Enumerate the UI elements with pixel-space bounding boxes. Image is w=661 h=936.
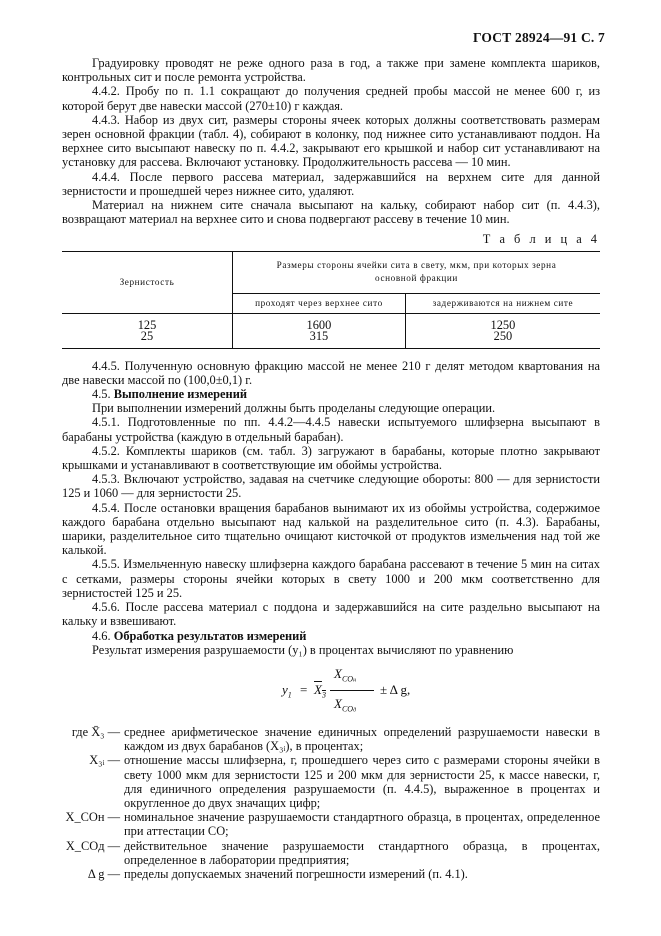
page-header: ГОСТ 28924—91 С. 7: [472, 30, 605, 45]
cell-pass: 315: [233, 331, 406, 349]
paragraph: 4.5.6. После рассева материал с поддона и задержавшийся на сите раздельно высыпают на кальку и взвешивают.: [62, 600, 600, 629]
definition-text: номинальное значение разрушаемости стандартного образца, в процентах, определенное при аттестации СО;: [124, 810, 600, 839]
paragraph: 4.5.5. Измельченную навеску шлифзерна каждого барабана рассевают в течение 5 мин на ситах с сетками, размеры стороны ячейки которых в свету 1000 и 200 мкм соответственно для зернистостей 125 и 25.: [62, 557, 600, 600]
definition-text: среднее арифметическое значение единичных определений разрушаемости навески в каждом из двух барабанов (X₃ᵢ), в процентах;: [124, 724, 600, 754]
paragraph: 4.4.2. Пробу по п. 1.1 сокращают до получения средней пробы массой не менее 600 г, из которой берут две навески массой (270±10) г каждая.: [62, 84, 600, 113]
formula-xbar: $X_3$: [314, 681, 326, 700]
paragraph: При выполнении измерений должны быть проделаны следующие операции.: [92, 401, 496, 416]
definition-text: пределы допускаемых значений погрешности измерений (п. 4.1).: [124, 866, 468, 881]
section-heading: [62, 387, 600, 401]
definitions-list: [62, 725, 600, 881]
definition-text: действительное значение разрушаемости стандартного образца, в процентах, определенное в лаборатории предприятия;: [124, 838, 600, 867]
definition-item: [62, 839, 600, 867]
definition-item: [62, 867, 600, 881]
cell-grain: 25: [62, 331, 233, 349]
document-body: [62, 56, 600, 881]
formula-eq: =: [300, 681, 308, 697]
formula-numerator: $X_{COн}$: [334, 665, 357, 684]
formula-tolerance: ± Δ g,: [380, 681, 411, 697]
section-number: 4.6.: [92, 628, 111, 643]
definition-symbol: X_COд —: [65, 838, 120, 853]
paragraph: 4.5.4. После остановки вращения барабанов вынимают их из обоймы устройства, содержимое каждого барабана отдельно высыпают над калькой на разделительное сито (п. 4.3). Барабаны, шарики, разделительное сито тщательно очищают кисточкой от продуктов измельчения над той же калькой.: [62, 500, 600, 558]
col-header-sizes: Размеры стороны ячейки сита в свету, мкм, при которых зерна основной фракции: [233, 251, 601, 293]
paragraph: 4.4.3. Набор из двух сит, размеры стороны ячеек которых должны соответствовать размерам зерен основной фракции (табл. 4), собирают в колонку, под нижнее сито устанавливают поддон. На верхнее сито высыпают навеску по п. 4.4.2, закрывают его крышкой и набор сит устанавливают на установку для рассева. Включают установку. Продолжительность рассева — 10 мин.: [62, 112, 600, 170]
section-title: Выполнение измерений: [113, 387, 247, 402]
paragraph: Результат измерения разрушаемости (y₁) в процентах вычисляют по уравнению: [92, 642, 514, 657]
formula-denominator: $X_{COд}$: [334, 695, 357, 714]
col-header-grain: Зернистость: [62, 251, 233, 313]
section-title: Обработка результатов измерений: [113, 628, 307, 643]
cell-retain: 250: [405, 331, 600, 349]
definition-symbol: X_COн —: [65, 810, 120, 825]
cell-grain: 125: [137, 317, 157, 332]
paragraph: 4.4.5. Полученную основную фракцию массой не менее 210 г делят методом квартования на две навески массой по (100,0±0,1) г.: [62, 358, 600, 387]
table-caption: Т а б л и ц а 4: [482, 232, 600, 247]
paragraph: Материал на нижнем сите сначала высыпают на кальку, собирают набор сит (п. 4.4.3), возвращают материал на верхнее сито и снова подвергают рассеву в течение 10 мин.: [62, 198, 600, 227]
fraction-bar: [330, 690, 374, 691]
definition-text: отношение массы шлифзерна, г, прошедшего через сито с размерами стороны ячейки в свету 1000 мкм для зернистости 125 и 200 мкм для зернистости 25, к массе навески, г, для единичного определения разрушаемости (п. 4.4.5), выраженное в процентах и округленное до двух значащих цифр;: [124, 753, 600, 810]
table-4: [62, 251, 600, 349]
definition-symbol: где X̄₃ —: [71, 724, 120, 739]
section-heading: [62, 629, 600, 643]
section-number: 4.5.: [92, 387, 111, 402]
definition-item: [62, 810, 600, 838]
definition-symbol: Δ g —: [87, 866, 120, 881]
definition-item: [62, 725, 600, 753]
paragraph: 4.5.3. Включают устройство, задавая на счетчике следующие обороты: 800 — для зернистости 125 и 1060 — для зернистости 25.: [62, 472, 600, 501]
paragraph: 4.4.4. После первого рассева материал, задержавшийся на верхнем сите для данной зернистости и прошедшей через нижнее сито, удаляют.: [62, 169, 600, 198]
subheader-retain: задерживаются на нижнем сите: [405, 293, 600, 313]
formula-lhs: $y_1$: [282, 681, 292, 700]
definition-symbol: X₃ᵢ —: [89, 753, 120, 768]
paragraph: 4.5.1. Подготовленные по пп. 4.4.2—4.4.5 навески испытуемого шлифзерна высыпают в барабаны устройства (каждую в отдельный барабан).: [62, 415, 600, 444]
cell-pass: 1600: [233, 313, 406, 331]
paragraph: Градуировку проводят не реже одного раза в год, а также при замене комплекта шариков, контрольных сит и после ремонта устройства.: [62, 56, 600, 85]
paragraph: 4.5.2. Комплекты шариков (см. табл. 3) загружают в барабаны, которые плотно закрывают крышками и устанавливают в соответствующие им обоймы устройства.: [62, 443, 600, 473]
cell-retain: 1250: [405, 313, 600, 331]
definition-item: [62, 753, 600, 810]
subheader-pass: проходят через верхнее сито: [233, 293, 406, 313]
formula: [62, 659, 600, 721]
